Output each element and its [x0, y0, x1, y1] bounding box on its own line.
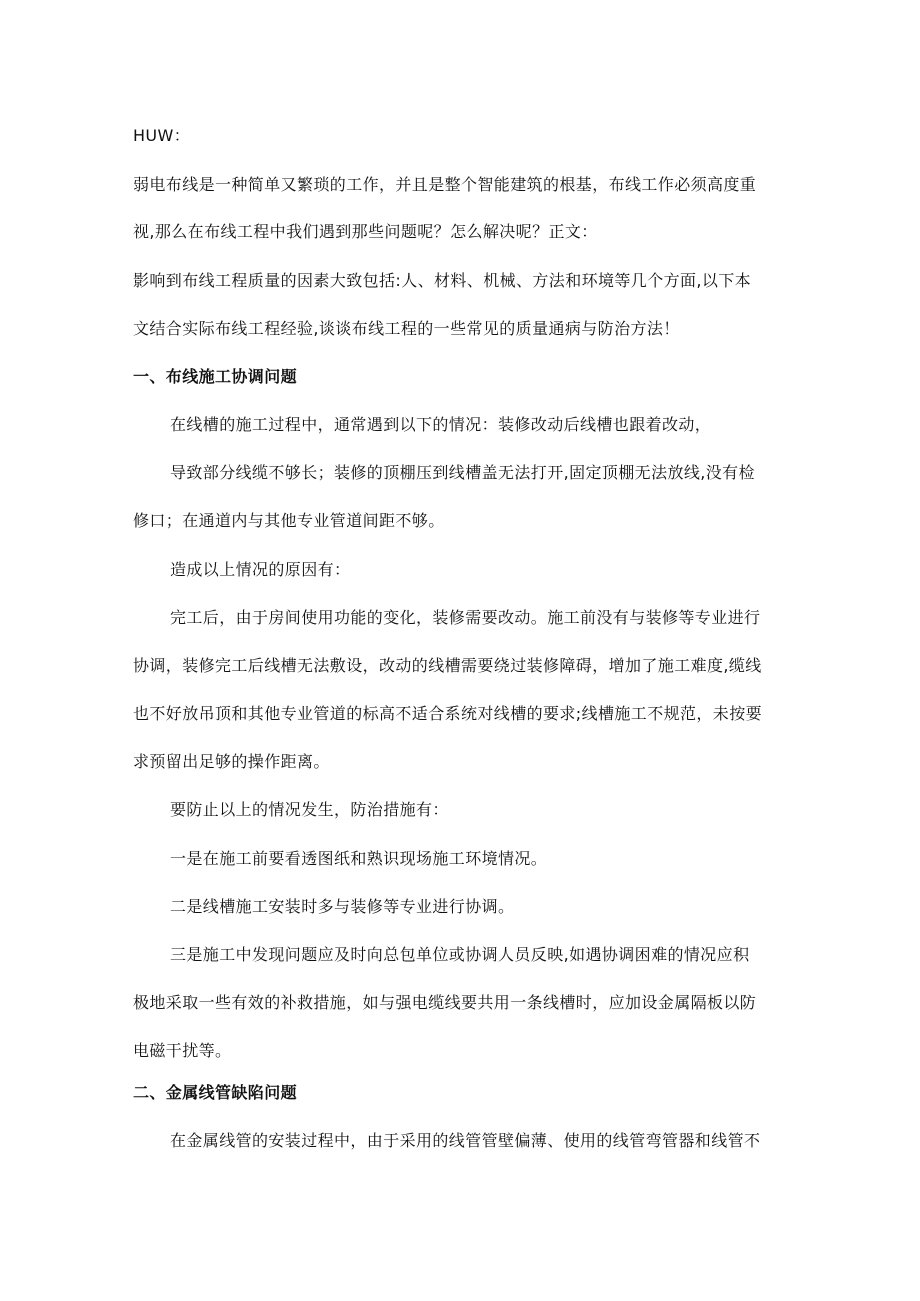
body-paragraph-line: 完工后，由于房间使用功能的变化，装修需要改动。施工前没有与装修等专业进行 [170, 608, 761, 627]
body-paragraph-line: 一是在施工前要看透图纸和熟识现场施工环境情况。 [170, 849, 548, 868]
section-heading-1: 一、布线施工协调问题 [133, 367, 298, 386]
body-paragraph-line: 也不好放吊顶和其他专业管道的标高不适合系统对线槽的要求;线槽施工不规范，未按要 [133, 704, 762, 723]
body-paragraph-line: 修口；在通道内与其他专业管道间距不够。 [133, 511, 445, 530]
body-paragraph-line: 协调，装修完工后线槽无法敷设，改动的线槽需要绕过装修障碍，增加了施工难度,缆线 [133, 656, 762, 675]
body-paragraph-line: 三是施工中发现问题应及时向总包单位或协调人员反映,如遇协调困难的情况应积 [170, 945, 750, 964]
body-paragraph-line: 二是线槽施工安装时多与装修等专业进行协调。 [170, 897, 515, 916]
body-paragraph-line: 导致部分线缆不够长；装修的顶棚压到线槽盖无法打开,固定顶棚无法放线,没有检 [170, 463, 755, 482]
body-paragraph-line: 极地采取一些有效的补救措施，如与强电缆线要共用一条线槽时，应加设金属隔板以防 [133, 993, 757, 1012]
intro-paragraph-line-1: 弱电布线是一种简单又繁琐的工作，并且是整个智能建筑的根基，布线工作必须高度重 [133, 175, 757, 194]
intro-paragraph-line-2: 视,那么在布线工程中我们遇到那些问题呢？怎么解决呢？正文： [133, 222, 598, 241]
body-paragraph-line: 影响到布线工程质量的因素大致包括:人、材料、机械、方法和环境等几个方面,以下本 [133, 271, 752, 290]
body-paragraph-line: 在金属线管的安装过程中，由于采用的线管管壁偏薄、使用的线管弯管器和线管不 [170, 1131, 761, 1150]
section-heading-2: 二、金属线管缺陷问题 [133, 1083, 298, 1102]
body-paragraph-line: 电磁干扰等。 [133, 1041, 232, 1060]
body-paragraph-line: 求预留出足够的操作距离。 [133, 752, 330, 771]
body-paragraph-line: 文结合实际布线工程经验,谈谈布线工程的一些常见的质量通病与防治方法！ [133, 319, 680, 338]
body-paragraph-line: 要防止以上的情况发生，防治措施有： [170, 800, 449, 819]
body-paragraph-line: 在线槽的施工过程中，通常遇到以下的情况：装修改动后线槽也跟着改动， [170, 415, 712, 434]
body-paragraph-line: 造成以上情况的原因有： [170, 560, 351, 579]
document-header: HUW： [133, 126, 191, 145]
